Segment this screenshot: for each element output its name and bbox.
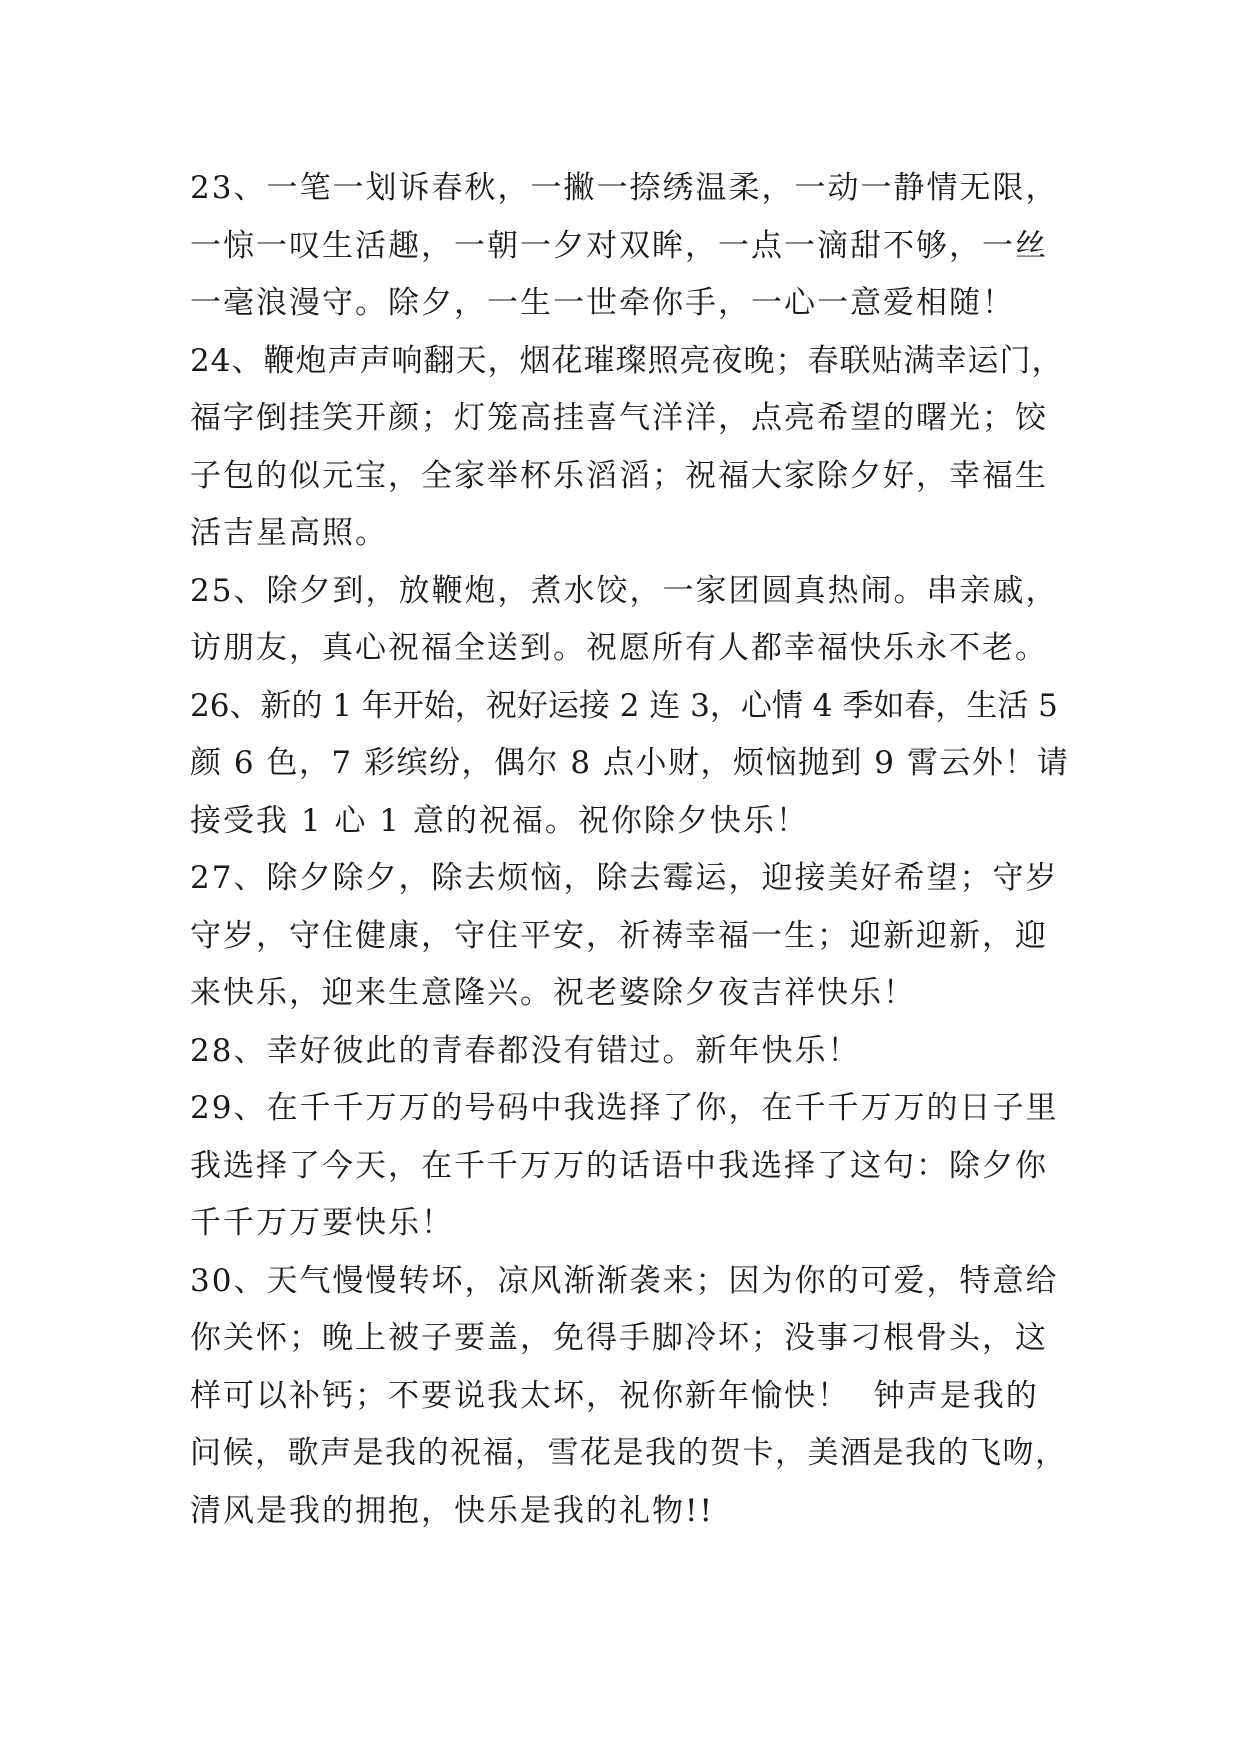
text-line: 一惊一叹生活趣，一朝一夕对双眸，一点一滴甜不够，一丝 xyxy=(190,227,1048,264)
paragraph xyxy=(190,160,1070,333)
paragraph xyxy=(190,850,1070,1023)
document-body xyxy=(190,160,1070,1540)
text-line: 来快乐，迎来生意隆兴。祝老婆除夕夜吉祥快乐！ xyxy=(190,975,916,1011)
paragraph xyxy=(190,333,1070,563)
text-line: 我选择了今天，在千千万万的话语中我选择了这句：除夕你 xyxy=(190,1147,1048,1184)
paragraph xyxy=(190,1023,1070,1081)
paragraph xyxy=(190,563,1070,678)
text-line: 样可以补钙；不要说我太坏，祝你新年愉快！ 钟声是我的 xyxy=(190,1377,1039,1414)
text-line: 23、一笔一划诉春秋，一撇一捺绣温柔，一动一静情无限， xyxy=(190,170,1059,206)
paragraph xyxy=(190,1253,1070,1541)
text-line: 问候，歌声是我的祝福，雪花是我的贺卡，美酒是我的飞吻， xyxy=(190,1435,1068,1471)
text-line: 27、除夕除夕，除去烦恼，除去霉运，迎接美好希望；守岁 xyxy=(190,860,1059,896)
text-line: 29、在千千万万的号码中我选择了你，在千千万万的日子里 xyxy=(190,1090,1059,1126)
text-line: 30、天气慢慢转坏，凉风渐渐袭来；因为你的可爱，特意给 xyxy=(190,1262,1059,1299)
paragraph xyxy=(190,1080,1070,1253)
text-line: 24、鞭炮声声响翻天，烟花璀璨照亮夜晚；春联贴满幸运门， xyxy=(190,342,1064,379)
text-line: 活吉星高照。 xyxy=(190,515,388,551)
text-line: 25、除夕到，放鞭炮，煮水饺，一家团圆真热闹。串亲戚， xyxy=(190,572,1059,609)
paragraph xyxy=(190,678,1070,851)
text-line: 一毫浪漫守。除夕，一生一世牵你手，一心一意爱相随！ xyxy=(190,285,1015,321)
text-line: 颜 6 色，7 彩缤纷，偶尔 8 点小财，烦恼抛到 9 霄云外！请 xyxy=(190,745,1070,781)
text-line: 接受我 1 心 1 意的祝福。祝你除夕快乐！ xyxy=(190,802,809,839)
text-line: 你关怀；晚上被子要盖，免得手脚冷坏；没事刁根骨头，这 xyxy=(190,1320,1048,1356)
text-line: 子包的似元宝，全家举杯乐滔滔；祝福大家除夕好，幸福生 xyxy=(190,457,1048,494)
text-line: 28、幸好彼此的青春都没有错过。新年快乐！ xyxy=(190,1032,861,1069)
text-line: 访朋友，真心祝福全送到。祝愿所有人都幸福快乐永不老。 xyxy=(190,630,1048,666)
text-line: 守岁，守住健康，守住平安，祈祷幸福一生；迎新迎新，迎 xyxy=(190,917,1048,954)
text-line: 千千万万要快乐！ xyxy=(190,1205,454,1241)
text-line: 清风是我的拥抱，快乐是我的礼物!! xyxy=(190,1492,714,1529)
text-line: 26、新的 1 年开始，祝好运接 2 连 3，心情 4 季如春，生活 5 xyxy=(190,687,1058,724)
text-line: 福字倒挂笑开颜；灯笼高挂喜气洋洋，点亮希望的曙光；饺 xyxy=(190,400,1048,436)
